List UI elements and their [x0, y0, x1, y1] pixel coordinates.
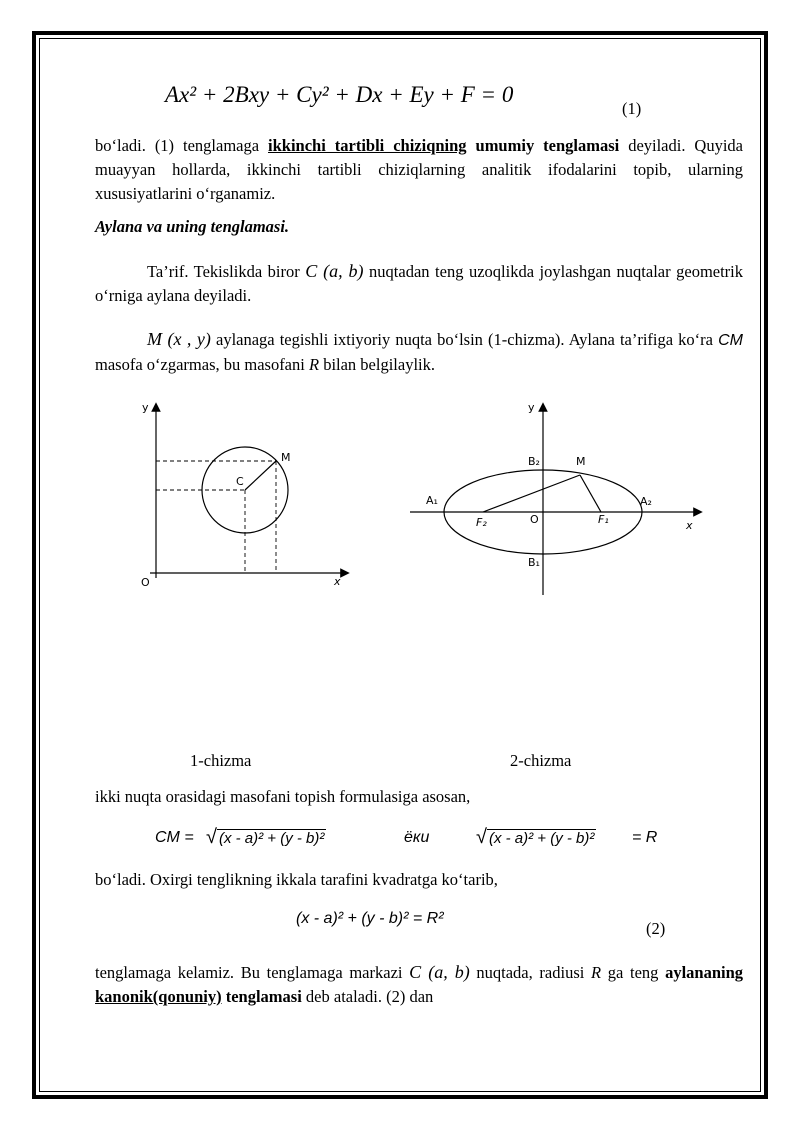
segment-cm: CM [718, 332, 743, 349]
point-c: C (a, b) [305, 261, 364, 281]
connector-yoki: ёки [404, 829, 430, 846]
para5-text-2: nuqtada, radiusi [469, 963, 591, 982]
fig2-label-b2: B₂ [528, 455, 540, 468]
term-general-equation: umumiy tenglamasi [475, 136, 620, 155]
fig2-label-a2: A₂ [640, 495, 652, 508]
fig1-label-y: y [142, 401, 149, 414]
radius-r-2: R [591, 963, 602, 982]
fig1-label-c: C [236, 475, 244, 488]
para5-text-3: ga teng [601, 963, 666, 982]
fig1-radius-cm [245, 461, 276, 490]
distance-radicand-1: (x - a)² + (y - b)² [218, 830, 325, 847]
paragraph-point-m [95, 327, 743, 377]
para2-text-2: masofa o‘zgarmas, bu masofani [95, 355, 309, 374]
fig2-label-f1: F₁ [598, 513, 609, 526]
term-canonical: kanonik(qonuniy) [95, 987, 222, 1006]
fig2-label-a1: A₁ [426, 494, 438, 507]
fig2-label-y: y [528, 401, 535, 414]
distance-formula-sqrt-2: √ (x - a)² + (y - b)² [476, 826, 595, 848]
paragraph-canonical [95, 960, 743, 1009]
definition-text-1: Ta’rif. Tekislikda biror [147, 262, 306, 281]
paragraph-distance-intro: ikki nuqta orasidagi masofani topish formulasiga asosan, [95, 787, 471, 806]
term-circle: aylananing [665, 963, 744, 982]
figure-2-ellipse [400, 395, 710, 605]
fig2-segment-f2m [483, 475, 580, 512]
figure-1-caption: 1-chizma [190, 751, 252, 770]
fig2-label-f2: F₂ [476, 516, 487, 529]
distance-formula-lhs: CM = [155, 829, 194, 846]
fig1-label-m: M [281, 451, 291, 464]
term-second-order-line: ikkinchi tartibli chiziqning [268, 136, 467, 155]
para5-text-4: deb ataladi. (2) dan [301, 987, 434, 1006]
distance-formula-rhs: = R [632, 829, 658, 846]
para2-text-3: bilan belgilaylik. [319, 355, 435, 374]
fig2-label-b1: B₁ [528, 556, 540, 569]
section-heading: Aylana va uning tenglamasi. [95, 217, 290, 236]
fig1-label-origin: O [141, 576, 150, 589]
figure-1-circle [120, 395, 360, 595]
fig2-label-x: x [686, 519, 693, 532]
figure-2-caption: 2-chizma [510, 751, 572, 770]
equation-number-1: (1) [622, 99, 642, 118]
para2-text-1: aylanaga tegishli ixtiyoriy nuqta bo‘lsin (1-chizma). Aylana ta’rifiga ko‘ra [210, 330, 719, 349]
fig2-label-m: M [576, 455, 586, 468]
para1-text-2: deyiladi. Quyida muayyan hollarda, ikkinchi tartibli chiziqlarning analitik ifodalarini topib, ularning xususiyatlarini o‘rganamiz. [95, 136, 743, 203]
point-m: M (x , y) [147, 329, 211, 349]
term-equation: tenglamasi [221, 987, 302, 1006]
paragraph-general-equation [95, 134, 743, 206]
fig1-label-x: x [334, 575, 341, 588]
equation-number-2: (2) [646, 919, 666, 938]
para5-text-1: tenglamaga kelamiz. Bu tenglamaga markazi [95, 963, 410, 982]
fig2-segment-mf1 [580, 475, 601, 512]
para1-text-1: bo‘ladi. (1) tenglamaga [95, 136, 269, 155]
fig2-label-origin: O [530, 513, 539, 526]
paragraph-definition [95, 259, 743, 308]
paragraph-squaring: bo‘ladi. Oxirgi tenglikning ikkala tarafini kvadratga ko‘tarib, [95, 870, 498, 889]
para1-space [467, 136, 476, 155]
general-second-order-equation: Ax² + 2Bxy + Cy² + Dx + Ey + F = 0 [165, 82, 514, 107]
distance-radicand-2: (x - a)² + (y - b)² [488, 830, 595, 847]
canonical-circle-equation: (x - a)² + (y - b)² = R² [296, 910, 444, 927]
distance-formula-sqrt-1: √ (x - a)² + (y - b)² [206, 826, 325, 848]
center-c: C (a, b) [409, 962, 470, 982]
definition-text-2: nuqtadan teng uzoqlikda joylashgan nuqtalar geometrik o‘rniga aylana deyiladi. [95, 262, 744, 305]
radius-r: R [308, 355, 320, 374]
